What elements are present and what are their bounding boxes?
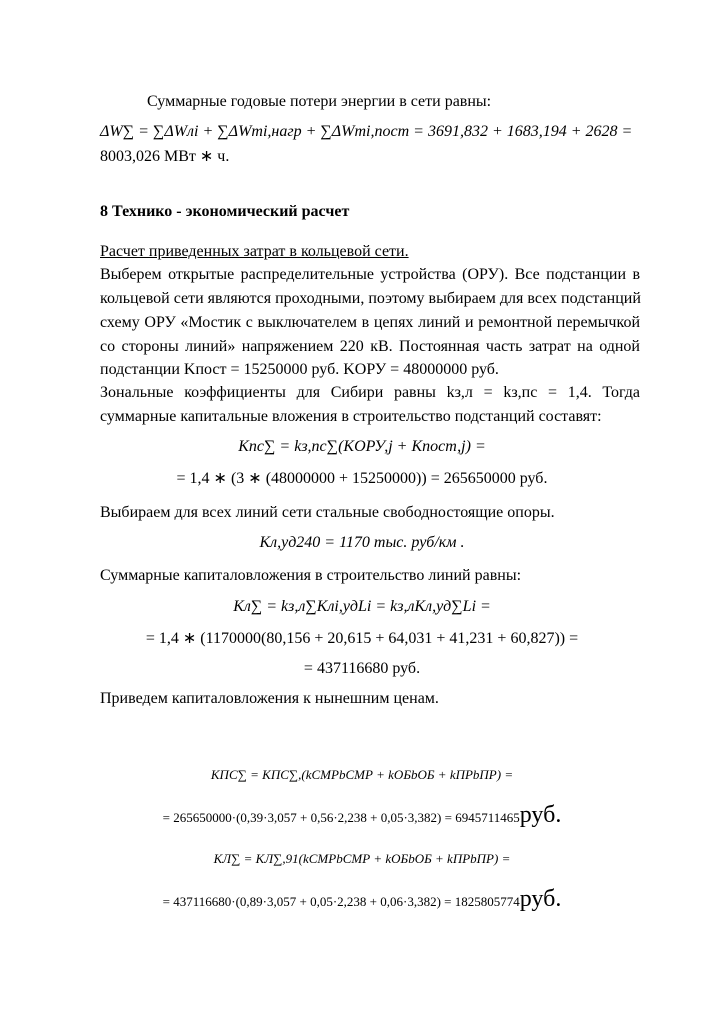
price-formula-unit: руб. [519, 802, 562, 828]
formula-l-line3: = 437116680 руб. [303, 660, 421, 677]
paragraph5: Приведем капиталовложения к нынешним ценам. [100, 690, 439, 707]
paragraph1-line: кольцевой сети являются проходными, поэтому выбираем для всех подстанций [100, 290, 641, 307]
price-formula-text: KПС∑ = KПС∑,(kСМРbСМР + kОБbОБ + kПРbПР) = [210, 767, 514, 782]
loss-formula-line1: ΔW∑ = ∑ΔWлi + ∑ΔWтi,нагр + ∑ΔWтi,пост = 3691,832 + 1683,194 + 2628 = [100, 123, 633, 140]
price-formula [40, 762, 684, 788]
formula-ps-line2: = 1,4 ∗ (3 ∗ (48000000 + 15250000)) = 265650000 руб. [176, 470, 548, 487]
paragraph1-line: Выберем открытые распределительные устройства (ОРУ). Все подстанции в [100, 266, 640, 283]
formula-l-line2: = 1,4 ∗ (1170000(80,156 + 20,615 + 64,031 + 41,231 + 60,827)) = [145, 630, 579, 647]
price-formula-unit: руб. [519, 886, 562, 912]
subheading: Расчет приведенных затрат в кольцевой сети. [100, 243, 409, 260]
paragraph3: Выбираем для всех линий сети стальные свободностоящие опоры. [100, 504, 555, 521]
loss-formula-line2: 8003,026 МВт ∗ ч. [100, 148, 230, 165]
formula-ud: Kл,уд240 = 1170 тыс. руб/км . [259, 534, 465, 551]
price-formula-text: = 265650000·(0,39·3,057 + 0,56·2,238 + 0,05·3,382) = 6945711465 [162, 810, 520, 825]
formula-l-line1: Kл∑ = kз,л∑Kлi,удLi = kз,лKл,уд∑Li = [233, 598, 491, 615]
paragraph1-line: подстанции Kпост = 15250000 руб. KОРУ = 48000000 руб. [100, 361, 499, 378]
price-formula [40, 802, 684, 828]
price-formula-text: KЛ∑ = KЛ∑,91(kСМРbСМР + kОБbОБ + kПРbПР) = [213, 851, 511, 866]
section-heading: 8 Технико - экономический расчет [100, 203, 350, 220]
paragraph2-line: суммарные капитальные вложения в строительство подстанций составят: [100, 408, 602, 425]
paragraph1-line: схему ОРУ «Мостик с выключателем в цепях линий и ремонтной перемычкой [100, 314, 640, 331]
price-formula [40, 886, 684, 912]
price-formula [40, 846, 684, 872]
paragraph2-line: Зональные коэффициенты для Сибири равны kз,л = kз,пс = 1,4. Тогда [100, 384, 640, 401]
paragraph4: Суммарные капиталовложения в строительство линий равны: [100, 567, 522, 584]
paragraph1-line: со стороны линий» напряжением 220 кВ. Постоянная часть затрат на одной [100, 338, 640, 355]
price-formula-text: = 437116680·(0,89·3,057 + 0,05·2,238 + 0,06·3,382) = 1825805774 [162, 894, 520, 909]
formula-ps-line1: Kпс∑ = kз,пс∑(KОРУ,j + Kпост,j) = [238, 438, 486, 455]
intro-text: Суммарные годовые потери энергии в сети равны: [147, 93, 492, 110]
